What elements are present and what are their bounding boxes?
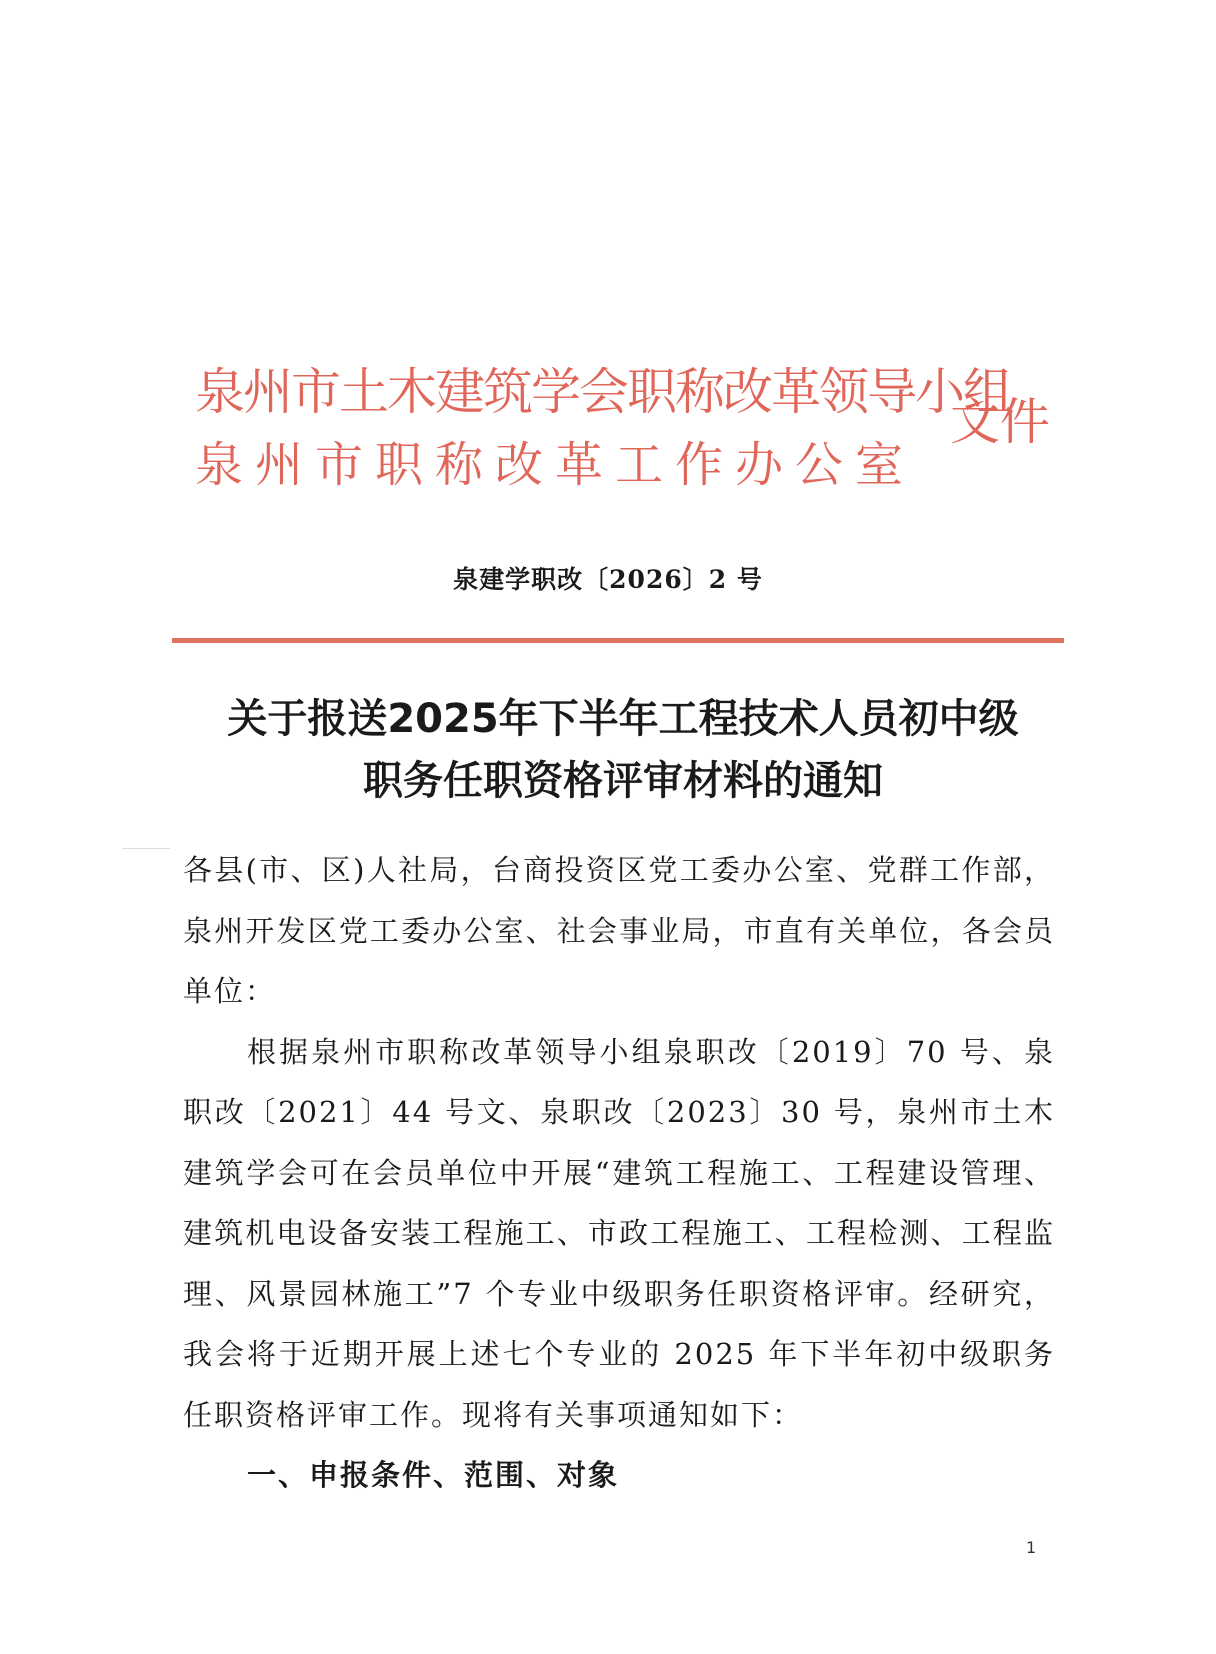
notice-body — [183, 840, 1055, 1506]
section-heading-1: 一、申报条件、范围、对象 — [247, 1458, 620, 1492]
body-paragraph-1: 根据泉州市职称改革领导小组泉职改〔2019〕70 号、泉职改〔2021〕44 号文、泉职改〔2023〕30 号，泉州市土木建筑学会可在会员单位中开展“建筑工程施工、工程建设管理、建筑机电设备安装工程施工、市政工程施工、工程检测、工程监理、风景园林施工”7 个专业中级职务任职资格评审。经研究，我会将于近期开展上述七个专业的 2025 年下半年初中级职务任职资格评审工作。现将有关事项通知如下： — [183, 1034, 1055, 1432]
scan-margin-mark — [122, 848, 170, 849]
document-type-label: 文件 — [950, 393, 1050, 451]
title-line-2: 职务任职资格评审材料的通知 — [363, 758, 883, 804]
addressees: 各县(市、区)人社局，台商投资区党工委办公室、党群工作部，泉州开发区党工委办公室、社会事业局，市直有关单位，各会员单位： — [183, 853, 1055, 1008]
notice-title — [150, 688, 1096, 812]
document-number: 泉建学职改〔2026〕2 号 — [453, 565, 763, 594]
red-divider-line — [172, 638, 1064, 643]
title-line-1: 关于报送2025年下半年工程技术人员初中级 — [227, 696, 1019, 742]
page-number: 1 — [1026, 1538, 1037, 1557]
red-letterhead — [195, 352, 1055, 492]
issuing-org-1: 泉州市土木建筑学会职称改革领导小组 — [195, 363, 1011, 421]
issuing-org-2: 泉州市职称改革工作办公室 — [195, 437, 916, 493]
